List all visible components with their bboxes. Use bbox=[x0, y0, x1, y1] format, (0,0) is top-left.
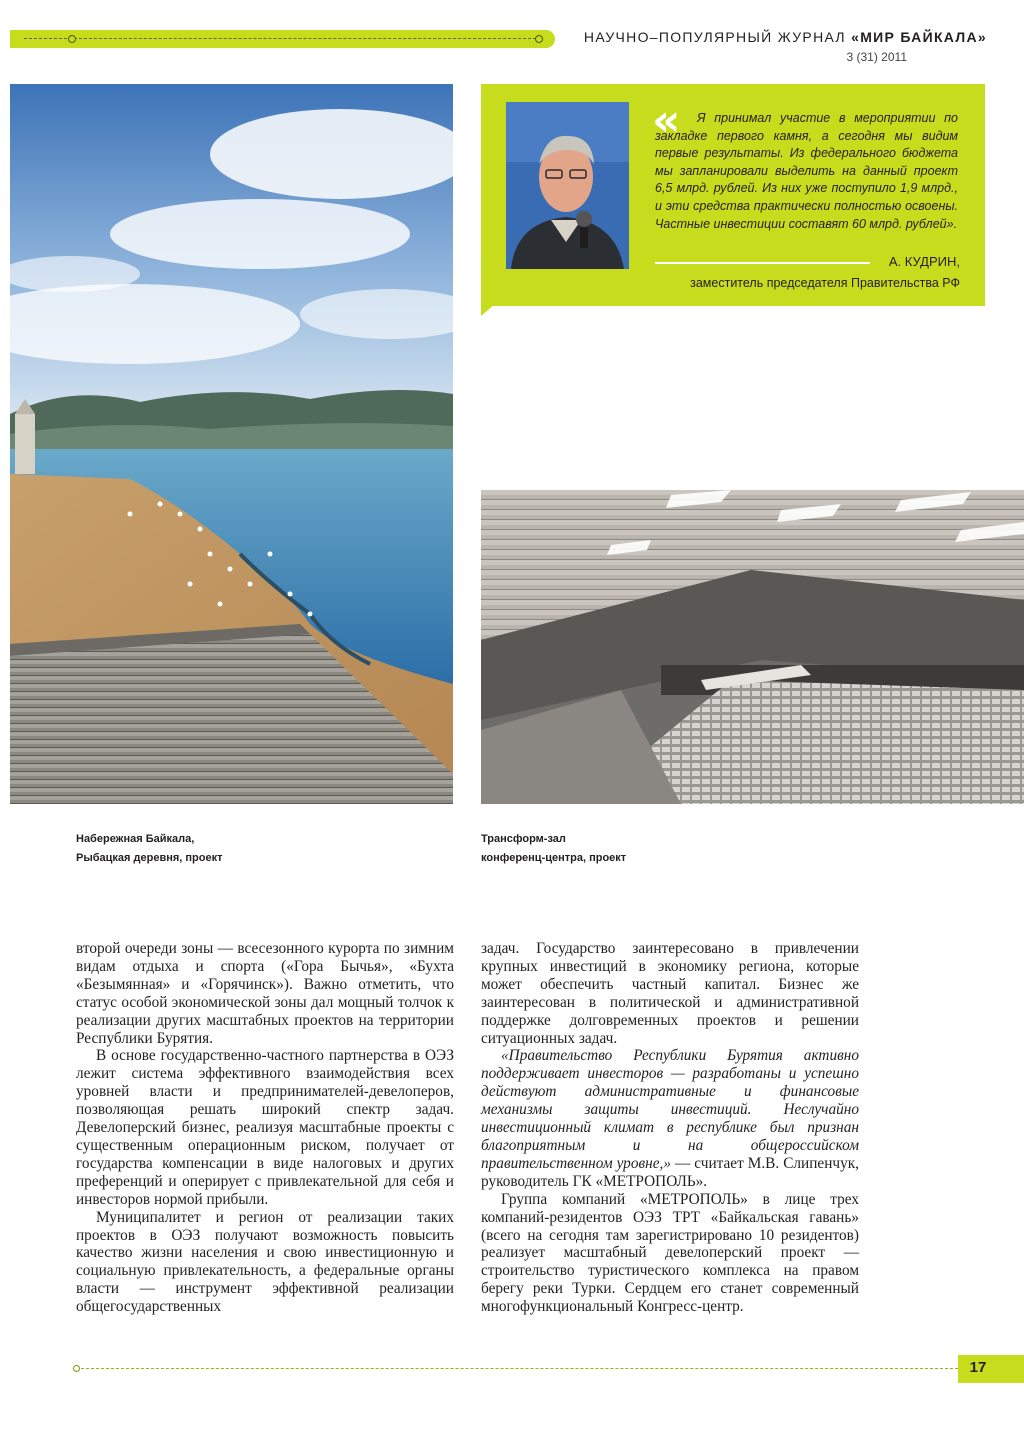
caption-hall-line1: Трансформ-зал bbox=[481, 833, 566, 845]
page-number: 17 bbox=[969, 1359, 987, 1376]
magazine-name: «МИР БАЙКАЛА» bbox=[851, 29, 987, 45]
speaker-portrait bbox=[506, 102, 629, 269]
footer-dot bbox=[73, 1365, 80, 1372]
paragraph-left-3: Муниципалитет и регион от реализации таких проектов в ОЭЗ получают возможность повысить качество жизни населения и свою инвестиционную и социальную привлекательность, а федеральные органы власти — инструмент эффективной реализации общегосударственных bbox=[76, 1208, 454, 1316]
caption-hall-line2: конференц-центра, проект bbox=[481, 852, 627, 864]
slipenchuk-attribution: — считает М.В. Слипенчук, руководитель ГК «МЕТРОПОЛЬ». bbox=[481, 1154, 859, 1190]
caption-hall bbox=[481, 830, 781, 868]
magazine-prefix: НАУЧНО–ПОПУЛЯРНЫЙ ЖУРНАЛ bbox=[583, 29, 852, 45]
header-decor-bar bbox=[10, 30, 555, 48]
header-dashed-line bbox=[24, 38, 541, 39]
caption-embankment-line1: Набережная Байкала, bbox=[76, 833, 195, 845]
quote-author: А. КУДРИН, bbox=[888, 254, 960, 269]
conference-hall-photo bbox=[481, 490, 1024, 804]
paragraph-right-1: задач. Государство заинтересовано в привлечении крупных инвестиций в экономику региона, которые может обеспечить частный капитал. Бизнес же заинтересован в политической и административной поддержке долговременных проектов и решении ситуационных задач. bbox=[481, 940, 859, 1047]
article-column-right bbox=[481, 940, 859, 1316]
embankment-photo bbox=[10, 84, 453, 804]
caption-embankment-line2: Рыбацкая деревня, проект bbox=[76, 852, 223, 864]
quote-text: Я принимал участие в мероприятии по закладке первого камня, а сегодня мы видим первые результаты. Из федерального бюджета мы запланировали выделить на данный проект 6,5 млрд. рублей. Из них уже поступило 1,9 млрд., и эти средства практически полностью освоены. Частные инвестиции составят 60 млрд. рублей». bbox=[655, 111, 958, 231]
magazine-title bbox=[575, 29, 987, 45]
quote-mark-icon: « bbox=[652, 95, 681, 146]
paragraph-right-3: Группа компаний «МЕТРОПОЛЬ» в лице трех компаний-резидентов ОЭЗ ТРТ «Байкальская гавань» (всего на сегодня там зарегистрировано 10 резидентов) реализует масштабный девелоперский проект — строительство туристического комплекса на правом берегу реки Турки. Сердцем его станет современный многофункциональный Конгресс-центр. bbox=[481, 1190, 859, 1316]
footer-dashed-line bbox=[76, 1368, 958, 1369]
quote-box-notch bbox=[481, 304, 495, 316]
issue-number: 3 (31) 2011 bbox=[846, 50, 907, 64]
header-dot-left bbox=[68, 35, 76, 43]
paragraph-left-2: В основе государственно-частного партнерства в ОЭЗ лежит система эффективного взаимодействия всех уровней власти и предпринимателей-девелоперов, позволяющая решать широкий спектр задач. Девелоперский бизнес, реализуя масштабные проекты с существенным операционным риском, получает от государства компенсации в виде налоговых и других преференций и оперирует с привлекательной для себя и инвесторов нормой прибыли. bbox=[76, 1047, 454, 1208]
paragraph-left-1: второй очереди зоны — всесезонного курорта по зимним видам отдыха и спорта («Гора Бычья», «Бухта «Безымянная» и «Горячинск»). Важно отметить, что статус особой экономической зоны дал мощный толчок к реализации других масштабных проектов на территории Республики Бурятия. bbox=[76, 940, 454, 1047]
slipenchuk-quote: «Правительство Республики Бурятия активно поддерживает инвесторов — разработаны и успешно действуют административные и финансовые механизмы защиты инвестиций. Неслучайно инвестиционный климат в республике был признан благоприятным и на общероссийском правительственном уровне,» bbox=[481, 1047, 859, 1172]
caption-embankment bbox=[76, 830, 376, 868]
quote-author-title: заместитель председателя Правительства РФ bbox=[690, 276, 960, 290]
author-divider bbox=[655, 262, 870, 264]
header-dot-right bbox=[535, 35, 543, 43]
article-column-left bbox=[76, 940, 454, 1316]
paragraph-right-2 bbox=[481, 1047, 859, 1190]
